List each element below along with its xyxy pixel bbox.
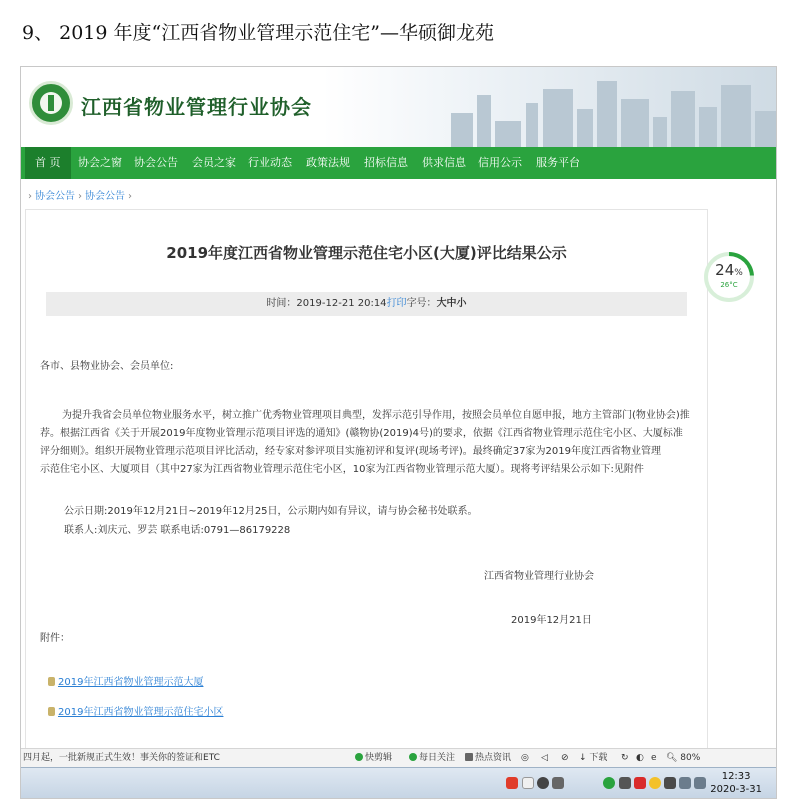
news-icon bbox=[465, 753, 473, 761]
article-panel bbox=[25, 209, 708, 756]
eye-icon bbox=[409, 753, 417, 761]
nav-credit[interactable]: 信用公示 bbox=[478, 156, 522, 169]
breadcrumb-link[interactable]: 协会公告 bbox=[85, 191, 125, 202]
circle-icon[interactable]: ◎ bbox=[521, 753, 529, 763]
attachments-label: 附件： bbox=[40, 633, 70, 644]
sound-icon[interactable]: ◁ bbox=[541, 753, 548, 763]
body-line: 为提升我省会员单位物业服务水平，树立推广优秀物业管理项目典型，发挥示范引导作用，按照会员单位自愿申报，地方主管部门(物业协会)推 bbox=[62, 410, 690, 421]
document-heading: 9、 2019 年度“江西省物业管理示范住宅”—华硕御龙苑 bbox=[22, 22, 494, 44]
body-line: 荐。根据江西省《关于开展2019年度物业管理示范项目评选的通知》(赣物协(2019)4号)的要求，依据《江西省物业管理示范住宅小区、大厦标准 bbox=[40, 428, 683, 439]
signature: 江西省物业管理行业协会 bbox=[484, 571, 594, 582]
breadcrumb bbox=[25, 187, 135, 202]
site-banner bbox=[21, 67, 776, 147]
refresh-icon[interactable]: ↻ bbox=[621, 753, 629, 763]
publish-time: 时间：2019-12-21 20:14 bbox=[266, 298, 387, 309]
notice-date: 2019年12月21日 bbox=[511, 615, 592, 626]
breadcrumb-chevron-icon: › bbox=[28, 191, 32, 202]
clock-time: 12:33 bbox=[721, 771, 751, 782]
settings-icon[interactable] bbox=[552, 777, 564, 789]
daily-focus-item[interactable]: 每日关注 bbox=[409, 749, 455, 767]
browser-screenshot bbox=[20, 66, 777, 799]
mute-icon[interactable]: ⊘ bbox=[561, 753, 569, 763]
article-title: 2019年度江西省物业管理示范住宅小区(大厦)评比结果公示 bbox=[166, 244, 567, 262]
gauge-temperature: 26°C bbox=[720, 281, 738, 289]
plus-icon[interactable] bbox=[649, 777, 661, 789]
nav-policies[interactable]: 政策法规 bbox=[306, 156, 350, 169]
input-method-icon[interactable] bbox=[506, 777, 518, 789]
nav-services[interactable]: 服务平台 bbox=[536, 156, 580, 169]
gauge-percent: 24% bbox=[715, 261, 743, 279]
zoom-control[interactable]: 🔍︎ 80% bbox=[666, 753, 701, 763]
nav-announcements[interactable]: 协会公告 bbox=[134, 156, 178, 169]
tools-icon[interactable]: ◐ bbox=[636, 753, 644, 763]
paperclip-icon bbox=[48, 677, 55, 686]
body-line: 示范住宅小区、大厦项目（其中27家为江西省物业管理示范住宅小区，10家为江西省物业管理示范大厦）。现将考评结果公示如下:见附件 bbox=[40, 464, 644, 475]
app-icon[interactable] bbox=[619, 777, 631, 789]
browser-statusbar bbox=[21, 748, 776, 767]
body-line: 评分细则》。组织开展物业管理示范项目评比活动，经专家对参评项目实施初评和复评(现场考评)。最终确定37家为2019年度江西省物业管理 bbox=[40, 446, 661, 457]
attachment-link[interactable]: 2019年江西省物业管理示范大厦 bbox=[58, 677, 204, 688]
scissors-icon bbox=[355, 753, 363, 761]
nav-industry-news[interactable]: 行业动态 bbox=[248, 156, 292, 169]
performance-gauge[interactable] bbox=[704, 252, 754, 302]
site-title[interactable]: 江西省物业管理行业协会 bbox=[81, 95, 312, 119]
nav-association[interactable]: 协会之窗 bbox=[78, 156, 122, 169]
attachment-item bbox=[48, 704, 223, 722]
main-nav bbox=[21, 147, 776, 179]
language-icon[interactable] bbox=[522, 777, 534, 789]
notice-period: 公示日期:2019年12月21日~2019年12月25日，公示期内如有异议，请与协会秘书处联系。 bbox=[64, 506, 478, 517]
antivirus-icon[interactable] bbox=[634, 777, 646, 789]
font-size-options[interactable]: 大中小 bbox=[436, 298, 467, 309]
nav-members[interactable]: 会员之家 bbox=[192, 156, 236, 169]
article-meta bbox=[46, 292, 687, 316]
nav-supply-demand[interactable]: 供求信息 bbox=[422, 156, 466, 169]
quick-edit-item[interactable]: 快剪辑 bbox=[355, 749, 392, 767]
attachment-link[interactable]: 2019年江西省物业管理示范住宅小区 bbox=[58, 707, 224, 718]
display-icon[interactable] bbox=[664, 777, 676, 789]
font-size-label: 字号： bbox=[406, 298, 437, 309]
windows-taskbar bbox=[21, 767, 776, 799]
attachment-item bbox=[48, 674, 203, 692]
download-icon: ↓ bbox=[579, 753, 590, 763]
ie-icon[interactable]: e bbox=[651, 753, 657, 763]
nav-tenders[interactable]: 招标信息 bbox=[364, 156, 408, 169]
breadcrumb-link[interactable]: 协会公告 bbox=[35, 191, 75, 202]
microphone-icon[interactable] bbox=[537, 777, 549, 789]
paperclip-icon bbox=[48, 707, 55, 716]
volume-icon[interactable] bbox=[694, 777, 706, 789]
association-logo[interactable] bbox=[29, 81, 73, 125]
nav-home[interactable]: 首 页 bbox=[25, 147, 71, 179]
network-icon[interactable] bbox=[679, 777, 691, 789]
system-clock[interactable] bbox=[710, 770, 762, 796]
clock-date: 2020-3-31 bbox=[710, 784, 762, 795]
print-link[interactable]: 打印 bbox=[386, 298, 407, 309]
salutation: 各市、县物业协会、会员单位: bbox=[40, 361, 174, 372]
hot-news-item[interactable]: 热点资讯 bbox=[465, 749, 511, 767]
breadcrumb-chevron-icon: › bbox=[78, 191, 82, 202]
security-icon[interactable] bbox=[603, 777, 615, 789]
news-ticker[interactable]: 四月起，一批新规正式生效！事关你的签证和ETC bbox=[23, 753, 220, 763]
breadcrumb-chevron-icon: › bbox=[128, 191, 132, 202]
zoom-icon: 🔍︎ bbox=[666, 753, 681, 763]
contact-info: 联系人:刘庆元、罗芸 联系电话:0791—86179228 bbox=[64, 525, 291, 536]
download-item[interactable]: ↓ 下载 bbox=[579, 753, 608, 763]
